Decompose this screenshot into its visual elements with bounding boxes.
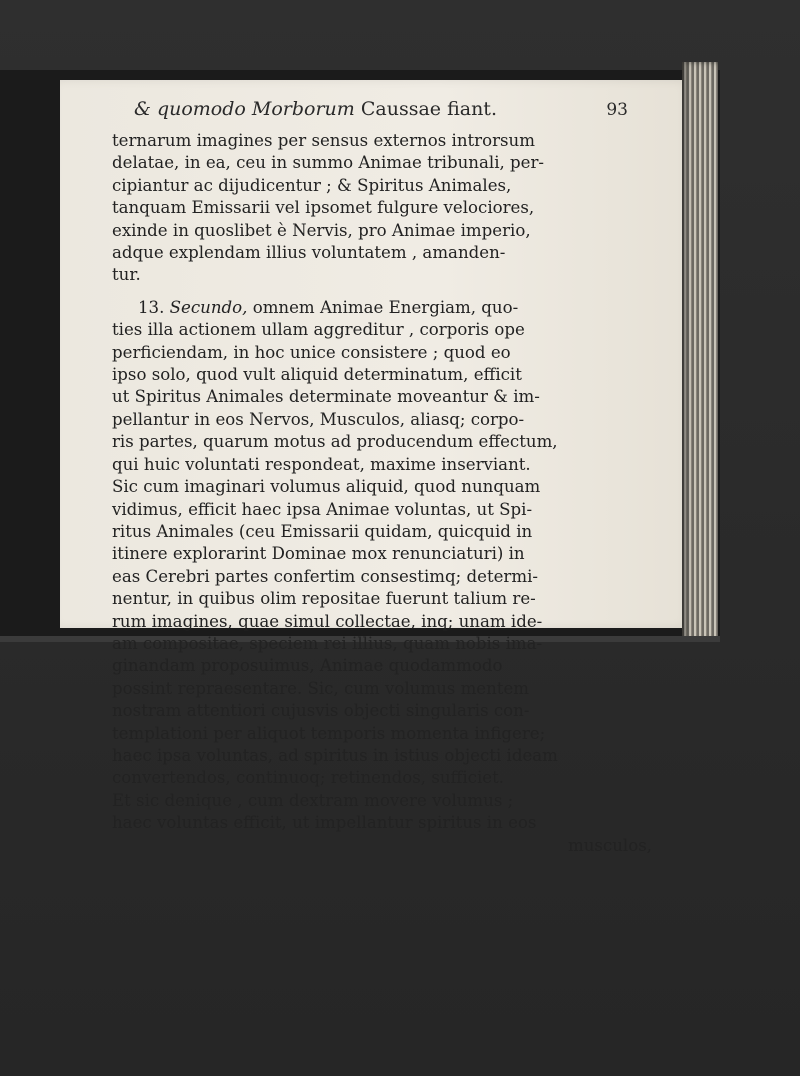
text-line: haec voluntas efficit, ut impellantur spiritus in eos xyxy=(112,813,537,833)
text-line: ris partes, quarum motus ad producendum effectum, xyxy=(112,432,558,452)
paragraph-number: 13. xyxy=(138,297,165,317)
text-line: tur. xyxy=(112,265,141,285)
text-line: ties illa actionem ullam aggreditur , corporis ope xyxy=(112,320,525,340)
text-line: itinere explorarint Dominae mox renunciaturi) in xyxy=(112,544,525,564)
text-line: rum imagines, quae simul collectae, inq; unam ide- xyxy=(112,611,543,631)
text-line: templationi per aliquot temporis momenta infigere; xyxy=(112,723,546,743)
text-line: perficiendam, in hoc unice consistere ; quod eo xyxy=(112,342,511,362)
text-line: convertendos, continuoq; retinendos, sufficiet. xyxy=(112,768,505,788)
text-line: possint repraesentare. Sic, cum volumus mentem xyxy=(112,678,530,698)
running-title-tail: Caussae fiant. xyxy=(360,98,497,120)
running-header xyxy=(108,98,628,124)
paragraph-first-line xyxy=(112,297,652,319)
running-title-italic: & quomodo Morborum xyxy=(134,98,355,120)
text-line: nentur, in quibus olim repositae fuerunt talium re- xyxy=(112,589,536,609)
text-line: am compositae, speciem rei illius, quam nobis ima- xyxy=(112,633,543,653)
text-line: tanquam Emissarii vel ipsomet fulgure velociores, xyxy=(112,198,535,218)
text-line: exinde in quoslibet è Nervis, pro Animae imperio, xyxy=(112,220,531,240)
text-line: qui huic voluntati respondeat, maxime inserviant. xyxy=(112,454,531,474)
body-text xyxy=(112,130,652,857)
text-line: delatae, in ea, ceu in summo Animae tribunali, per- xyxy=(112,153,545,173)
text-line: adque explendam illius voluntatem , amanden- xyxy=(112,243,506,263)
page-edges xyxy=(682,62,718,642)
text-line: eas Cerebri partes confertim consestimq; determi- xyxy=(112,566,539,586)
running-title xyxy=(134,98,497,120)
text-line: ternarum imagines per sensus externos introrsum xyxy=(112,131,535,150)
catchword: musculos, xyxy=(567,835,652,855)
text-line: pellantur in eos Nervos, Musculos, aliasq; corpo- xyxy=(112,409,525,429)
page-number: 93 xyxy=(606,100,628,120)
text-line: ginandam proposuimus, Animae quodammodo xyxy=(112,656,503,676)
paragraph-lead: Secundo, xyxy=(169,297,248,317)
text-line: Et sic denique , cum dextram movere volumus ; xyxy=(112,790,514,810)
text-line: cipiantur ac dijudicentur ; & Spiritus Animales, xyxy=(112,175,512,195)
text-line: ritus Animales (ceu Emissarii quidam, quicquid in xyxy=(112,521,533,541)
text-line: nostram attentiori cujusvis objecti singularis con- xyxy=(112,701,530,721)
text-line: ut Spiritus Animales determinate moveantur & im- xyxy=(112,387,540,407)
text-line: Sic cum imaginari volumus aliquid, quod nunquam xyxy=(112,477,541,497)
paragraph-first-rest: omnem Animae Energiam, quo- xyxy=(252,297,519,317)
text-line: ipso solo, quod vult aliquid determinatum, efficit xyxy=(112,365,522,385)
text-line: vidimus, efficit haec ipsa Animae voluntas, ut Spi- xyxy=(112,499,533,519)
text-line: haec ipsa voluntas, ad spiritus in istius objecti ideam xyxy=(112,745,558,765)
